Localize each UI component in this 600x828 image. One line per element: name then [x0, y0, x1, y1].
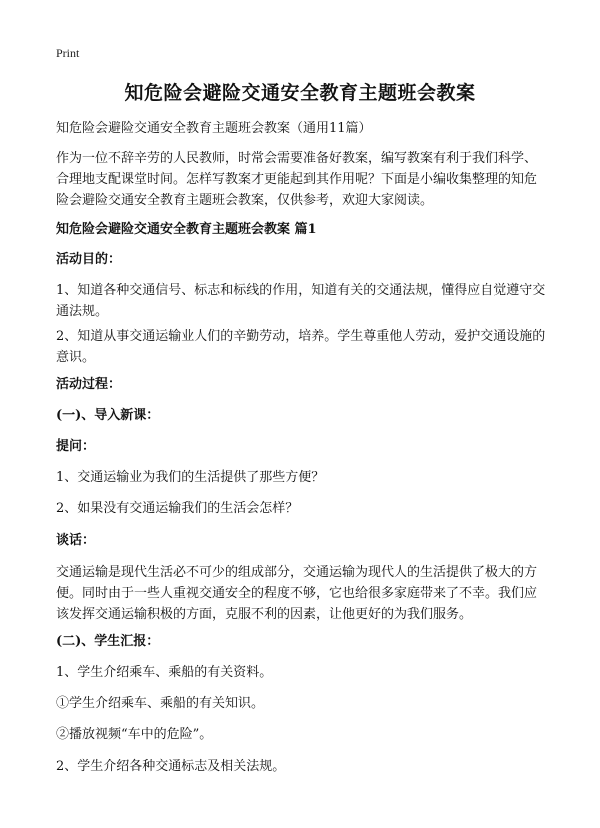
goal-item-1: 1、知道各种交通信号、标志和标线的作用，知道有关的交通法规，懂得应自觉遵守交通法规。: [56, 283, 546, 319]
print-link[interactable]: Print: [56, 46, 80, 60]
activity-goal-heading: 活动目的：: [56, 252, 122, 267]
question-item-2: 2、如果没有交通运输我们的生活会怎样？: [56, 501, 299, 516]
activity-process-heading: 活动过程：: [56, 377, 122, 392]
report-item-1b: ②播放视频“车中的危险”。: [56, 727, 213, 742]
intro-paragraph: 作为一位不辞辛劳的人民教师，时常会需要准备好教案，编写教案有利于我们科学、合理地支配课堂时间。怎样写教案才更能起到其作用呢？下面是小编收集整理的知危险会避险交通安全教育主题班会教案，仅供参考，欢迎大家阅读。: [56, 151, 538, 208]
talk-paragraph: 交通运输是现代生活必不可少的组成部分，交通运输为现代人的生活提供了极大的方便。同时由于一些人重视交通安全的程度不够，它也给很多家庭带来了不幸。我们应该发挥交通运输积极的方面，克服不利的因素，让他更好的为我们服务。: [56, 565, 538, 622]
step-1-heading: (一)、导入新课：: [56, 408, 160, 423]
section-heading: 知危险会避险交通安全教育主题班会教案 篇1: [56, 222, 317, 237]
question-item-1: 1、交通运输业为我们的生活提供了那些方便？: [56, 470, 325, 485]
subtitle: 知危险会避险交通安全教育主题班会教案（通用11篇）: [56, 121, 372, 136]
report-item-1: 1、学生介绍乘车、乘船的有关资料。: [56, 665, 273, 680]
question-heading: 提问：: [56, 439, 96, 454]
talk-heading: 谈话：: [56, 533, 96, 548]
step-2-heading: (二)、学生汇报：: [56, 634, 160, 649]
report-item-2: 2、学生介绍各种交通标志及相关法规。: [56, 759, 286, 774]
goal-item-2: 2、知道从事交通运输业人们的辛勤劳动，培养。学生尊重他人劳动，爱护交通设施的意识。: [56, 329, 546, 365]
page-title: 知危险会避险交通安全教育主题班会教案: [124, 82, 476, 104]
report-item-1a: ①学生介绍乘车、乘船的有关知识。: [56, 696, 265, 711]
